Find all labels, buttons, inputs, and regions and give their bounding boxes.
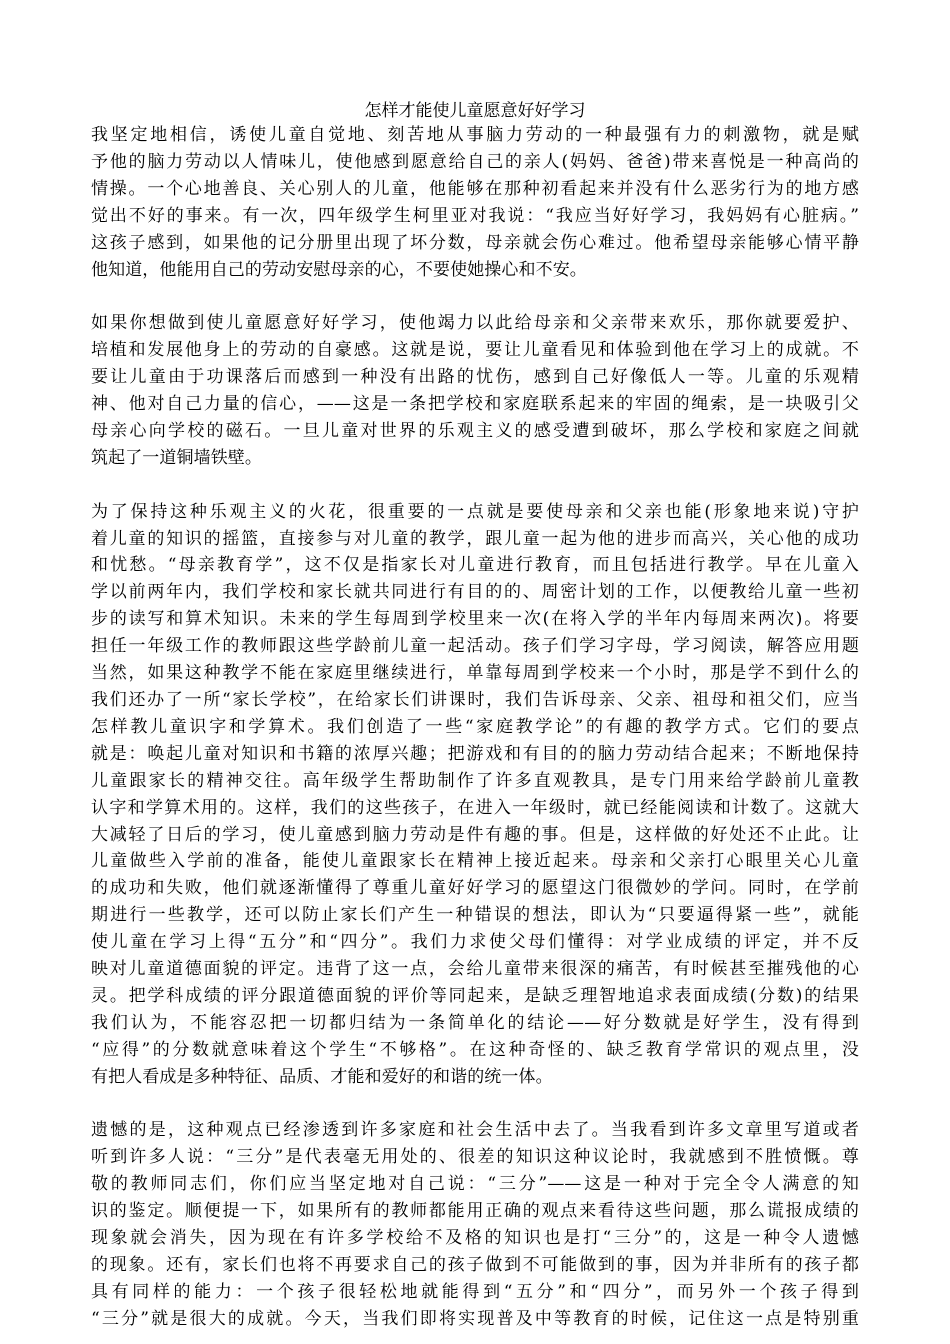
text-line: 要让儿童由于功课落后而感到一种没有出路的忧伤，感到自己好像低人一等。儿童的乐观精 bbox=[91, 367, 859, 388]
text-line: 有把人看成是多种特征、品质、才能和爱好的和谐的统一体。 bbox=[91, 1066, 553, 1087]
text-line: 识的鉴定。顺便提一下，如果所有的教师都能用正确的观点来看待这些问题，那么谎报成绩的 bbox=[91, 1201, 859, 1222]
text-line: 步的读写和算术知识。未来的学生每周到学校里来一次(在将入学的半年内每周来两次)。将要 bbox=[91, 609, 859, 630]
text-line: 听到许多人说：“三分”是代表毫无用处的、很差的知识这种议论时，我就感到不胜愤慨。尊 bbox=[91, 1147, 859, 1168]
paragraph-gap bbox=[91, 283, 859, 310]
text-line: 儿童跟家长的精神交往。高年级学生帮助制作了许多直观教具，是专门用来给学龄前儿童教 bbox=[91, 770, 859, 791]
text-line: 使儿童在学习上得“五分”和“四分”。我们力求使父母们懂得：对学业成绩的评定，并不反 bbox=[91, 932, 859, 953]
text-line: 映对儿童道德面貌的评定。违背了这一点，会给儿童带来很深的痛苦，有时候甚至摧残他的心 bbox=[91, 959, 859, 980]
text-line: 认字和学算术用的。这样，我们的这些孩子，在进入一年级时，就已经能阅读和计数了。这就大 bbox=[91, 797, 859, 818]
document-title: 怎样才能使儿童愿意好好学习 bbox=[364, 101, 586, 121]
text-line: 现象就会消失，因为现在有许多学校给不及格的知识也是打“三分”的，这是一种令人遗憾 bbox=[91, 1228, 859, 1249]
text-line: 的现象。还有，家长们也将不再要求自己的孩子做到不可能做到的事，因为并非所有的孩子都 bbox=[91, 1255, 859, 1276]
text-line: “应得”的分数就意味着这个学生“不够格”。在这种奇怪的、缺乏教育学常识的观点里，没 bbox=[91, 1039, 859, 1060]
text-line: 怎样教儿童识字和学算术。我们创造了一些“家庭教学论”的有趣的教学方式。它们的要点 bbox=[91, 716, 859, 737]
paragraph-2 bbox=[91, 310, 859, 471]
text-line: 遗憾的是，这种观点已经渗透到许多家庭和社会生活中去了。当我看到许多文章里写道或者 bbox=[91, 1120, 859, 1141]
text-line: 着儿童的知识的摇篮，直接参与对儿童的教学，跟儿童一起为他的进步而高兴，关心他的成功 bbox=[91, 528, 859, 549]
text-line: 儿童做些入学前的准备，能使儿童跟家长在精神上接近起来。母亲和父亲打心眼里关心儿童 bbox=[91, 851, 859, 872]
text-line: 就是：唤起儿童对知识和书籍的浓厚兴趣；把游戏和有目的的脑力劳动结合起来；不断地保持 bbox=[91, 743, 859, 764]
document-page bbox=[91, 100, 859, 1333]
text-line: 培植和发展他身上的劳动的自豪感。这就是说，要让儿童看见和体验到他在学习上的成就。不 bbox=[91, 340, 859, 361]
paragraph-gap bbox=[91, 472, 859, 499]
text-line: 觉出不好的事来。有一次，四年级学生柯里亚对我说：“我应当好好学习，我妈妈有心脏病。” bbox=[91, 205, 859, 226]
text-line: 我坚定地相信，诱使儿童自觉地、刻苦地从事脑力劳动的一种最强有力的刺激物，就是赋 bbox=[91, 125, 859, 145]
paragraph-1 bbox=[91, 122, 859, 283]
text-line: 神、他对自己力量的信心，——这是一条把学校和家庭联系起来的牢固的绳索，是一块吸引父 bbox=[91, 394, 859, 415]
text-line: 我们认为，不能容忍把一切都归结为一条简单化的结论——好分数就是好学生，没有得到 bbox=[91, 1012, 859, 1033]
text-line: 当然，如果这种教学不能在家庭里继续进行，单靠每周到学校来一个小时，那是学不到什么的 bbox=[91, 663, 859, 684]
text-line: 的成功和失败，他们就逐渐懂得了尊重儿童好好学习的愿望这门很微妙的学问。同时，在学前 bbox=[91, 878, 859, 899]
paragraph-4 bbox=[91, 1117, 859, 1332]
text-line: 他知道，他能用自己的劳动安慰母亲的心，不要使她操心和不安。 bbox=[91, 259, 587, 280]
text-line: 担任一年级工作的教师跟这些学龄前儿童一起活动。孩子们学习字母，学习阅读，解答应用题 bbox=[91, 636, 859, 657]
text-line: 予他的脑力劳动以人情味儿，使他感到愿意给自己的亲人(妈妈、爸爸)带来喜悦是一种高尚的 bbox=[91, 151, 859, 172]
text-line: 敬的教师同志们，你们应当坚定地对自己说：“三分”——这是一种对于完全令人满意的知 bbox=[91, 1174, 859, 1195]
text-line: “三分”就是很大的成就。今天，当我们即将实现普及中等教育的时候，记住这一点是特别重 bbox=[91, 1308, 859, 1329]
paragraph-gap bbox=[91, 1091, 859, 1118]
text-line: 情操。一个心地善良、关心别人的儿童，他能够在那种初看起来并没有什么恶劣行为的地方感 bbox=[91, 178, 859, 199]
text-line: 大减轻了日后的学习，使儿童感到脑力劳动是件有趣的事。但是，这样做的好处还不止此。让 bbox=[91, 824, 859, 845]
text-line: 如果你想做到使儿童愿意好好学习，使他竭力以此给母亲和父亲带来欢乐，那你就要爱护、 bbox=[91, 313, 859, 334]
text-line: 具有同样的能力：一个孩子很轻松地就能得到“五分”和“四分”，而另外一个孩子得到 bbox=[91, 1281, 859, 1302]
text-line: 我们还办了一所“家长学校”，在给家长们讲课时，我们告诉母亲、父亲、祖母和祖父们，应当 bbox=[91, 690, 859, 710]
text-line: 这孩子感到，如果他的记分册里出现了坏分数，母亲就会伤心难过。他希望母亲能够心情平静 bbox=[91, 232, 859, 253]
text-line: 学以前两年内，我们学校和家长就共同进行有目的的、周密计划的工作，以便教给儿童一些初 bbox=[91, 582, 859, 603]
text-line: 为了保持这种乐观主义的火花，很重要的一点就是要使母亲和父亲也能(形象地来说)守护 bbox=[91, 501, 859, 522]
text-line: 期进行一些教学，还可以防止家长们产生一种错误的想法，即认为“只要逼得紧一些”，就能 bbox=[91, 905, 859, 926]
text-line: 筑起了一道铜墙铁壁。 bbox=[91, 447, 262, 468]
text-line: 灵。把学科成绩的评分跟道德面貌的评价等同起来，是缺乏理智地追求表面成绩(分数)的结果 bbox=[91, 985, 859, 1006]
paragraph-3 bbox=[91, 499, 859, 1091]
text-line: 母亲心向学校的磁石。一旦儿童对世界的乐观主义的感受遭到破坏，那么学校和家庭之间就 bbox=[91, 420, 859, 441]
text-line: 和忧愁。“母亲教育学”，这不仅是指家长对儿童进行教育，而且包括进行教学。早在儿童入 bbox=[91, 555, 859, 576]
